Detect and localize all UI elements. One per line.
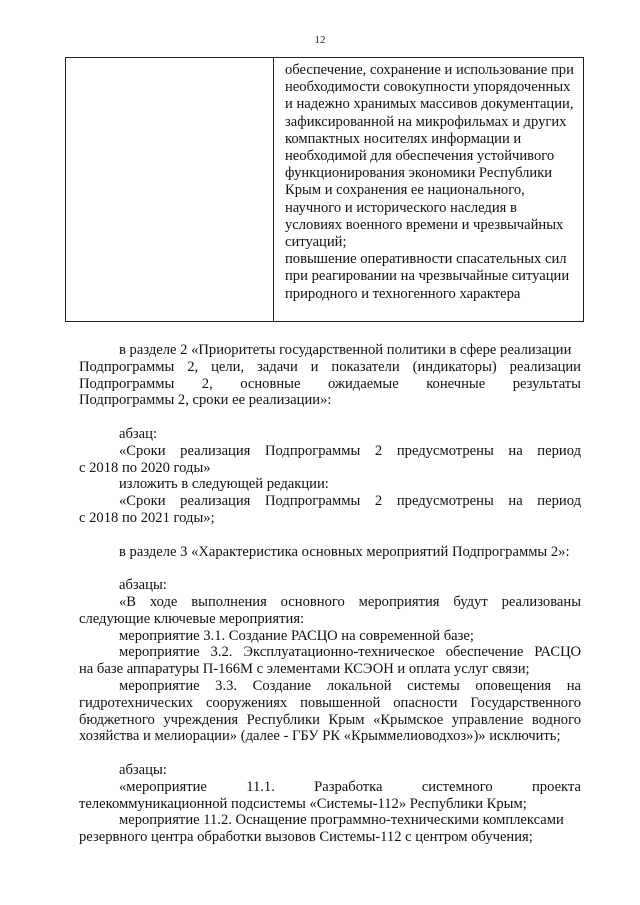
paragraph-label: абзац: (119, 425, 158, 442)
measures-line: гидротехнических сооружениях повышенной опасности Государственного (79, 694, 581, 711)
page-number: 12 (314, 34, 326, 46)
section-2-line: в разделе 2 «Приоритеты государственной политики в сфере реализации (119, 342, 572, 358)
measures-line: мероприятие 3.1. Создание РАСЦО на современной базе; (119, 627, 474, 644)
old-term-line: «Сроки реализация Подпрограммы 2 предусмотрены на период (119, 442, 581, 459)
table-line: повышение оперативности спасательных сил (285, 251, 567, 268)
table-line: природного и техногенного характера (285, 285, 521, 302)
section-2-line: Подпрограммы 2, основные ожидаемые конечные результаты (79, 375, 581, 392)
table-line: обеспечение, сохранение и использование при (285, 62, 574, 78)
measures-line: «В ходе выполнения основного мероприятия будут реализованы (119, 593, 581, 610)
table-line: и надежно хранимых массивов документации, (285, 96, 574, 113)
document-body (79, 342, 581, 846)
paragraph-label: абзацы: (119, 761, 167, 778)
measures-line: хозяйства и мелиорации» (далее - ГБУ РК «Крыммелиоводхоз»)» исключить; (79, 728, 561, 745)
section-2-line: Подпрограммы 2, сроки ее реализации»: (79, 392, 332, 409)
table-line: компактных носителях информации и (285, 130, 522, 147)
measures-line: мероприятие 11.2. Оснащение программно-техническими комплексами (119, 812, 564, 829)
measures-line: на базе аппаратуры П-166М с элементами КСЭОН и оплата услуг связи; (79, 661, 530, 678)
table-line: необходимой для обеспечения устойчивого (285, 148, 555, 165)
section-3-heading: в разделе 3 «Характеристика основных мероприятий Подпрограммы 2»: (119, 543, 570, 560)
measures-line: телекоммуникационной подсистемы «Системы-112» Республики Крым; (79, 795, 527, 812)
old-term-line: с 2018 по 2020 годы» (79, 459, 211, 476)
table-cell-results (285, 62, 580, 303)
table-line: функционирования экономики Республики (285, 165, 553, 182)
replace-instruction: изложить в следующей редакции: (119, 476, 329, 493)
table-line: Крым и сохранения ее национального, (285, 182, 525, 199)
table-line: ситуаций; (285, 234, 347, 251)
table-line: при реагировании на чрезвычайные ситуации (285, 268, 570, 285)
continuation-table (65, 57, 584, 322)
table-column-divider (273, 58, 274, 321)
measures-line: следующие ключевые мероприятия: (79, 610, 305, 627)
section-2-line: Подпрограммы 2, цели, задачи и показатели (индикаторы) реализации (79, 358, 581, 375)
measures-line: «мероприятие 11.1. Разработка системного проекта (119, 778, 581, 795)
table-line: зафиксированной на микрофильмах и других (285, 113, 567, 130)
new-term-line: с 2018 по 2021 годы»; (79, 509, 215, 526)
measures-line: мероприятие 3.3. Создание локальной системы оповещения на (119, 677, 581, 694)
new-term-line: «Сроки реализация Подпрограммы 2 предусмотрены на период (119, 493, 581, 510)
table-line: условиях военного времени и чрезвычайных (285, 216, 564, 233)
table-line: необходимости совокупности упорядоченных (285, 79, 571, 96)
paragraph-label: абзацы: (119, 577, 167, 594)
measures-line: резервного центра обработки вызовов Системы-112 с центром обучения; (79, 829, 533, 846)
table-line: научного и исторического наследия в (285, 199, 517, 216)
measures-line: мероприятие 3.2. Эксплуатационно-техническое обеспечение РАСЦО (119, 644, 581, 661)
measures-line: бюджетного учреждения Республики Крым «Крымское управление водного (79, 711, 581, 728)
